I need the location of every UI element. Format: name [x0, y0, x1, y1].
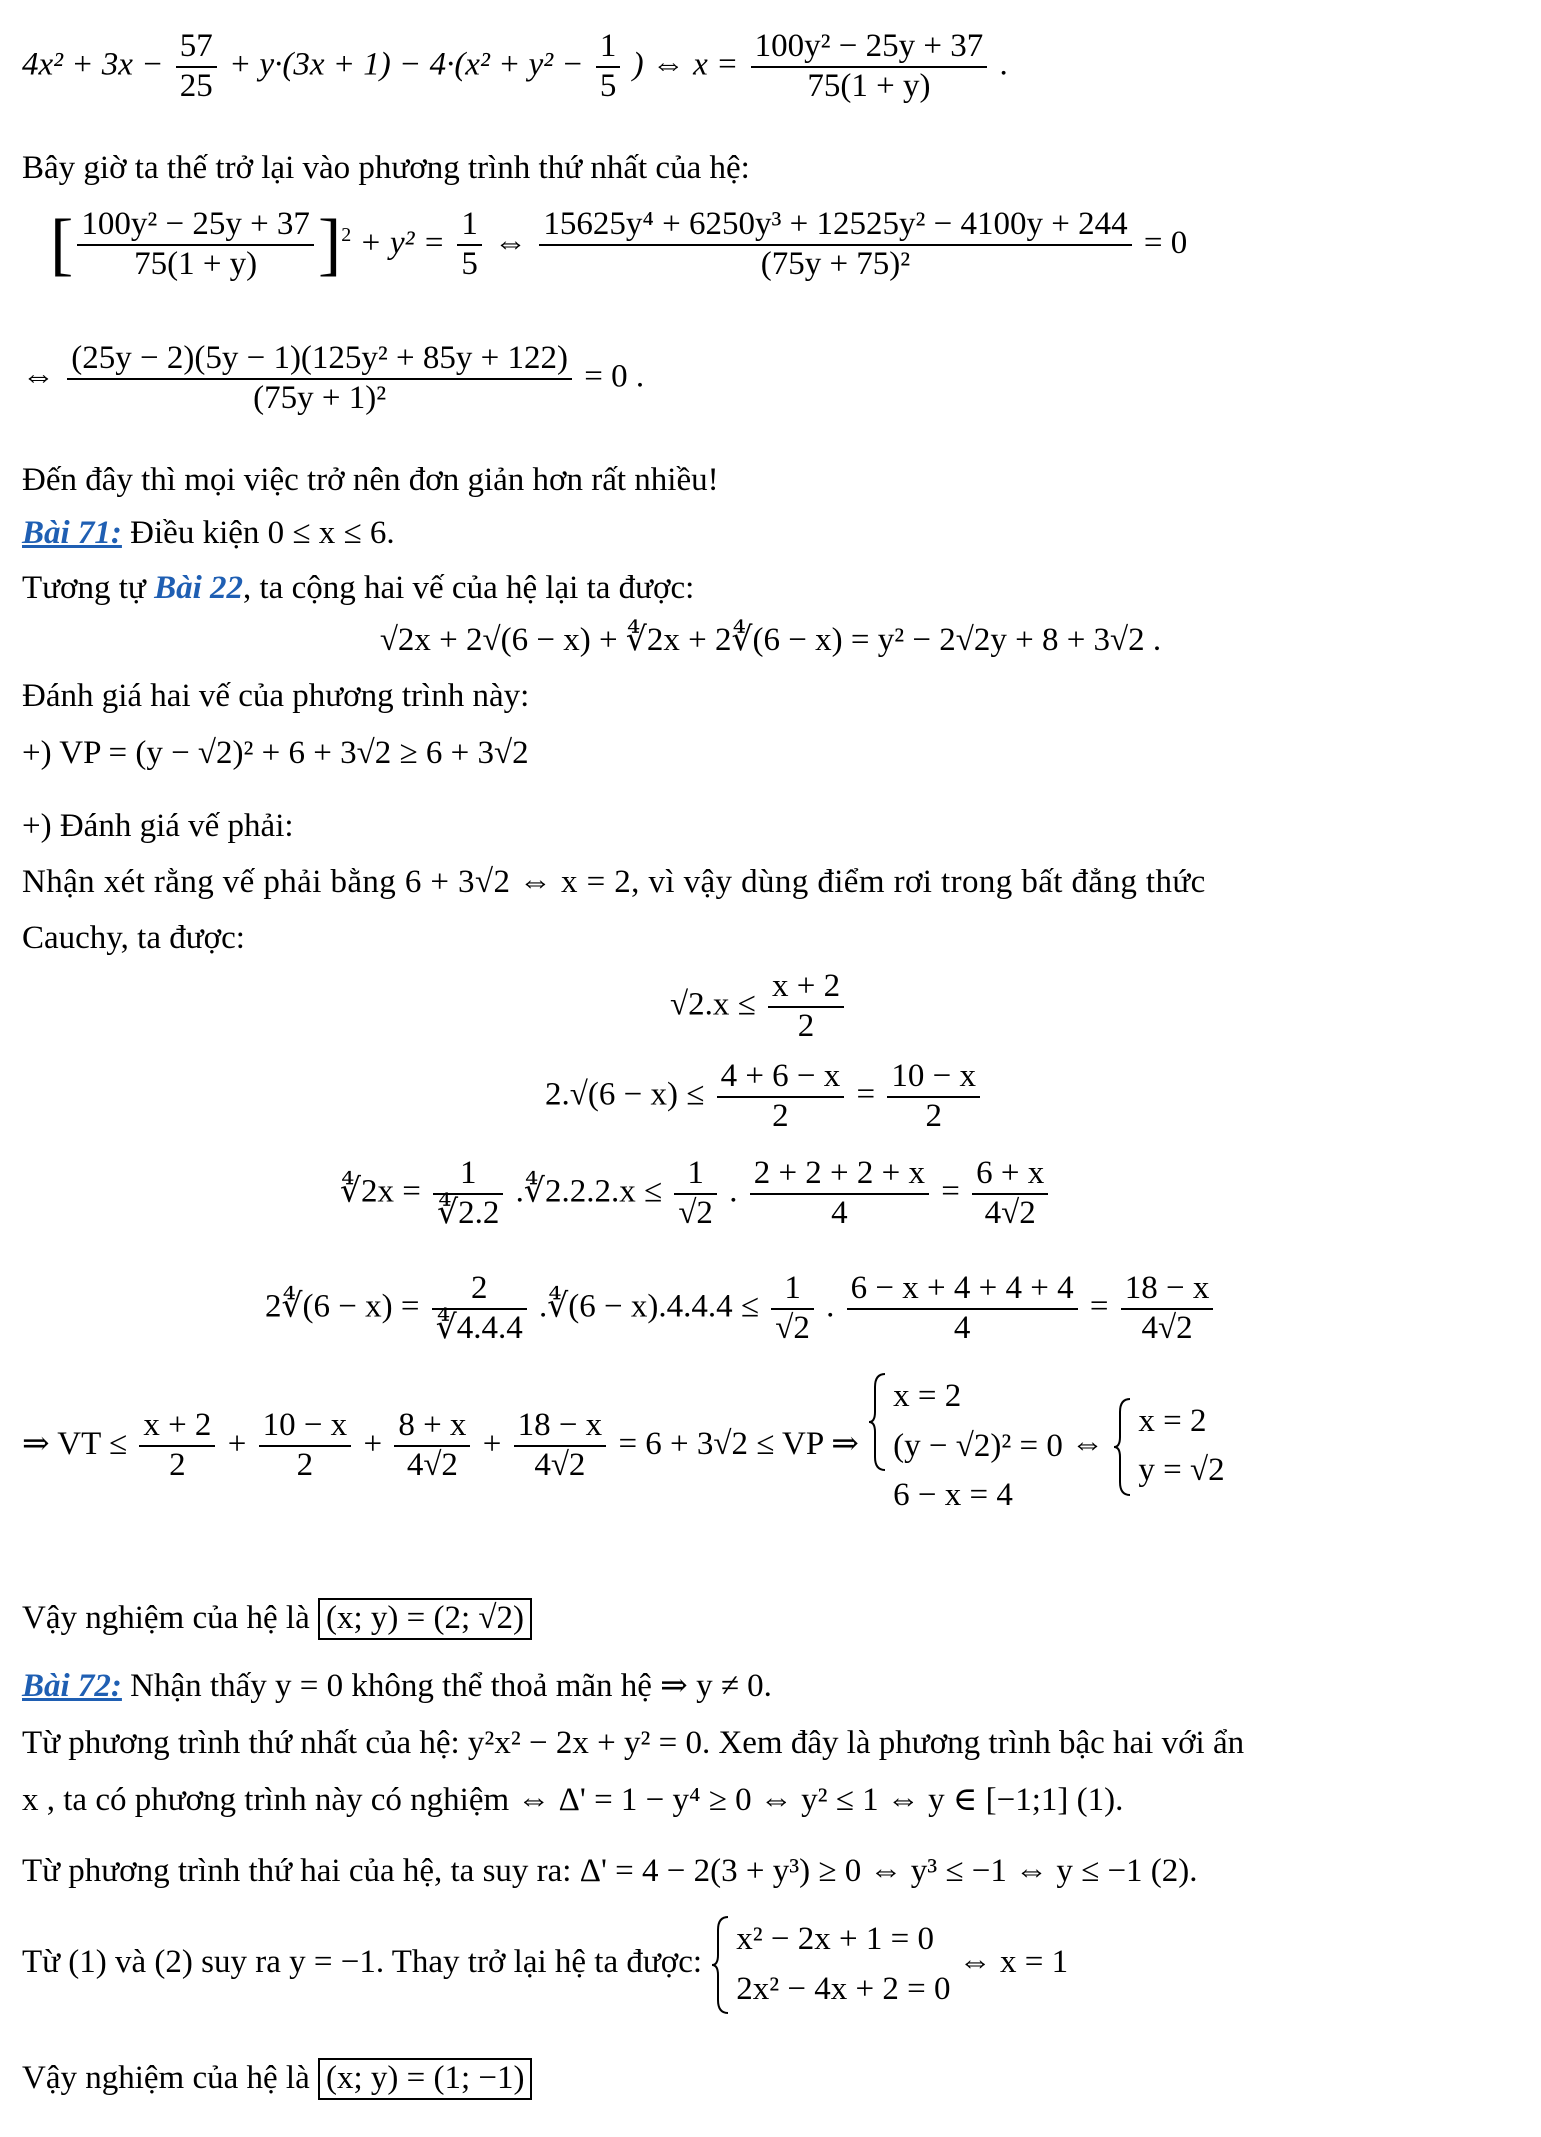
text-line-13: Cauchy, ta được: — [22, 920, 245, 956]
numerator: 1 — [433, 1155, 503, 1195]
numerator: 100y² − 25y + 37 — [751, 28, 988, 68]
denominator: 2 — [296, 1447, 314, 1484]
numerator: 10 − x — [887, 1058, 980, 1098]
numerator: 15625y⁴ + 6250y³ + 12525y² − 4100y + 244 — [539, 206, 1131, 246]
eq-part: = 0 . — [584, 358, 645, 395]
eq-part: . — [826, 1288, 835, 1325]
denominator: 2 — [797, 1007, 815, 1044]
fraction — [771, 1270, 814, 1348]
fraction — [674, 1155, 717, 1233]
denominator: 2 — [772, 1097, 789, 1134]
eq-line-24 — [22, 1915, 1068, 2014]
eq-part: + y·(3x + 1) − 4·(x² + y² − — [228, 46, 584, 83]
ref-bai-22: Bài 22 — [154, 570, 243, 606]
denominator: (75y + 1)² — [253, 379, 387, 416]
numerator: 6 + x — [972, 1155, 1048, 1195]
eq-part: + — [227, 1425, 247, 1462]
eq-part: . — [999, 46, 1008, 83]
fraction — [139, 1407, 215, 1485]
text-line-11: +) Đánh giá vế phải: — [22, 808, 294, 844]
answer-box: (x; y) = (2; √2) — [318, 1598, 532, 1640]
problem-72-line — [22, 1668, 772, 1706]
denominator: 2 — [169, 1447, 186, 1484]
text: Nhận thấy y = 0 không thể thoả mãn hệ ⇒ y ≠ 0. — [121, 1668, 772, 1704]
system-row: (y − √2)² = 0 — [893, 1427, 1063, 1464]
text-line-7 — [22, 570, 694, 608]
answer-72 — [22, 2058, 532, 2100]
fraction — [259, 1407, 352, 1485]
brace-icon — [867, 1372, 887, 1472]
system-row: 2x² − 4x + 2 = 0 — [736, 1970, 951, 2007]
eq-part: .∜2.2.2.x ≤ — [515, 1173, 663, 1210]
brace-icon — [710, 1915, 730, 2015]
eq-part: ⇔ — [22, 358, 55, 395]
text: Vậy nghiệm của hệ là — [22, 1600, 318, 1636]
text-line-22: x , ta có phương trình này có nghiệm ⇔ Δ' = 1 − y⁴ ≥ 0 ⇔ y² ≤ 1 ⇔ y ∈ [−1;1] (1). — [22, 1782, 1124, 1818]
numerator: (25y − 2)(5y − 1)(125y² + 85y + 122) — [67, 340, 572, 380]
denominator: 5 — [461, 246, 478, 283]
fraction — [67, 340, 572, 418]
fraction — [717, 1058, 845, 1136]
denominator: 4 — [953, 1309, 971, 1346]
fraction — [539, 206, 1131, 284]
numerator: 18 − x — [514, 1407, 607, 1447]
fraction — [887, 1058, 980, 1136]
denominator: ∜4.4.4 — [435, 1309, 523, 1346]
eq-part: = — [856, 1076, 876, 1113]
eq-line-8: √2x + 2√(6 − x) + ∜2x + 2∜(6 − x) = y² − 2√2y + 8 + 3√2 . — [379, 622, 1162, 658]
numerator: x + 2 — [139, 1407, 215, 1447]
bracket-right: ] — [317, 206, 342, 283]
numerator: 1 — [771, 1270, 814, 1310]
text: Vậy nghiệm của hệ là — [22, 2060, 318, 2096]
denominator: √2 — [775, 1309, 810, 1346]
system-row: x = 2 — [893, 1378, 962, 1414]
numerator: 18 − x — [1121, 1270, 1214, 1310]
eq-part: ⇔ x = 1 — [958, 1944, 1069, 1981]
denominator: 2 — [925, 1097, 942, 1134]
denominator: ∜2.2 — [437, 1194, 500, 1231]
fraction — [432, 1270, 527, 1348]
fraction — [176, 28, 217, 106]
text-line-2: Bây giờ ta thế trở lại vào phương trình thứ nhất của hệ: — [22, 150, 750, 186]
numerator: 57 — [176, 28, 217, 68]
eq-line-15 — [545, 1058, 984, 1136]
eq-part: = 6 + 3√2 ≤ VP ⇒ — [618, 1425, 859, 1462]
denominator: 4√2 — [984, 1194, 1036, 1231]
fraction — [433, 1155, 503, 1233]
text: Điều kiện 0 ≤ x ≤ 6. — [121, 515, 395, 551]
fraction — [847, 1270, 1078, 1348]
numerator: 10 − x — [259, 1407, 352, 1447]
problem-71-title: Bài 71: — [22, 515, 122, 551]
eq-part: 2.√(6 − x) ≤ — [545, 1076, 705, 1113]
text: Tương tự — [22, 570, 155, 606]
numerator: 2 — [432, 1270, 527, 1310]
system-row: y = √2 — [1138, 1452, 1225, 1489]
text: Từ (1) và (2) suy ra y = −1. Thay trở lại hệ ta được: — [22, 1944, 703, 1981]
system-row: x = 2 — [1138, 1402, 1207, 1439]
text-line-5: Đến đây thì mọi việc trở nên đơn giản hơn rất nhiều! — [22, 462, 719, 498]
denominator: 4√2 — [534, 1447, 586, 1484]
denominator: 75(1 + y) — [134, 246, 258, 283]
eq-line-1 — [22, 28, 1008, 106]
answer-box: (x; y) = (1; −1) — [318, 2058, 533, 2100]
numerator: 100y² − 25y + 37 — [77, 206, 314, 246]
denominator: (75y + 75)² — [760, 246, 911, 283]
fraction — [77, 206, 314, 284]
eq-line-16 — [340, 1155, 1052, 1233]
problem-72-title: Bài 72: — [22, 1668, 122, 1704]
denominator: 25 — [179, 67, 213, 104]
text-line-21: Từ phương trình thứ nhất của hệ: y²x² − 2x + y² = 0. Xem đây là phương trình bậc hai với ẩn — [22, 1725, 1245, 1761]
eq-part: = — [941, 1173, 960, 1210]
text-line-12: Nhận xét rằng vế phải bằng 6 + 3√2 ⇔ x = 2, vì vậy dùng điểm rơi trong bất đẳng thức — [22, 864, 1206, 900]
denominator: 75(1 + y) — [807, 67, 931, 104]
system-row: 6 − x = 4 — [893, 1477, 1013, 1513]
numerator: 1 — [596, 28, 621, 68]
numerator: 1 — [674, 1155, 717, 1195]
eq-part: + y² = — [359, 224, 446, 261]
eq-part: ⇔ — [1071, 1425, 1105, 1462]
fraction — [514, 1407, 607, 1485]
eq-part: √2.x ≤ — [670, 986, 756, 1023]
equation-system — [867, 1372, 1063, 1521]
fraction — [768, 968, 844, 1046]
equation-system — [710, 1915, 950, 2014]
fraction — [596, 28, 621, 106]
eq-part: 2∜(6 − x) = — [265, 1288, 420, 1325]
eq-line-3 — [50, 205, 1187, 286]
eq-part: = 0 — [1143, 224, 1188, 261]
fraction — [394, 1407, 470, 1485]
problem-71-line — [22, 515, 395, 553]
eq-line-14 — [670, 968, 848, 1046]
eq-line-17 — [265, 1270, 1217, 1348]
numerator: 2 + 2 + 2 + x — [750, 1155, 929, 1195]
eq-part: ∜2x = — [340, 1173, 421, 1210]
numerator: 1 — [457, 206, 482, 246]
denominator: √2 — [678, 1194, 713, 1231]
eq-part: ⇒ VT ≤ — [22, 1425, 128, 1462]
text: , ta cộng hai vế của hệ lại ta được: — [243, 570, 695, 606]
eq-part: ) ⇔ x = — [632, 46, 739, 83]
system-row: x² − 2x + 1 = 0 — [736, 1921, 934, 1957]
fraction — [751, 28, 988, 106]
eq-part: .∜(6 − x).4.4.4 ≤ — [539, 1288, 759, 1325]
fraction — [972, 1155, 1048, 1233]
eq-line-10: +) VP = (y − √2)² + 6 + 3√2 ≥ 6 + 3√2 — [22, 735, 529, 771]
denominator: 5 — [599, 67, 617, 104]
numerator: x + 2 — [768, 968, 844, 1008]
eq-part: ⇔ — [494, 224, 528, 261]
eq-part: 4x² + 3x − — [22, 46, 164, 83]
text-line-23: Từ phương trình thứ hai của hệ, ta suy ra: Δ' = 4 − 2(3 + y³) ≥ 0 ⇔ y³ ≤ −1 ⇔ y ≤ −1 (2). — [22, 1853, 1198, 1889]
text-line-9: Đánh giá hai vế của phương trình này: — [22, 678, 530, 714]
eq-line-18 — [22, 1372, 1225, 1521]
answer-71 — [22, 1598, 532, 1640]
denominator: 4√2 — [406, 1447, 458, 1484]
eq-part: . — [729, 1173, 738, 1210]
numerator: 4 + 6 − x — [717, 1058, 845, 1098]
eq-part: + — [363, 1425, 383, 1462]
numerator: 6 − x + 4 + 4 + 4 — [847, 1270, 1078, 1310]
fraction — [750, 1155, 929, 1233]
fraction — [457, 206, 482, 284]
eq-line-4 — [22, 340, 644, 418]
brace-icon — [1112, 1397, 1132, 1497]
fraction — [1121, 1270, 1214, 1348]
denominator: 4√2 — [1141, 1309, 1193, 1346]
exponent: 2 — [341, 223, 352, 246]
bracket-left: [ — [50, 206, 74, 283]
eq-part: = — [1089, 1288, 1109, 1325]
equation-system — [1112, 1397, 1224, 1496]
denominator: 4 — [831, 1194, 848, 1231]
eq-part: + — [482, 1425, 502, 1462]
numerator: 8 + x — [394, 1407, 470, 1447]
